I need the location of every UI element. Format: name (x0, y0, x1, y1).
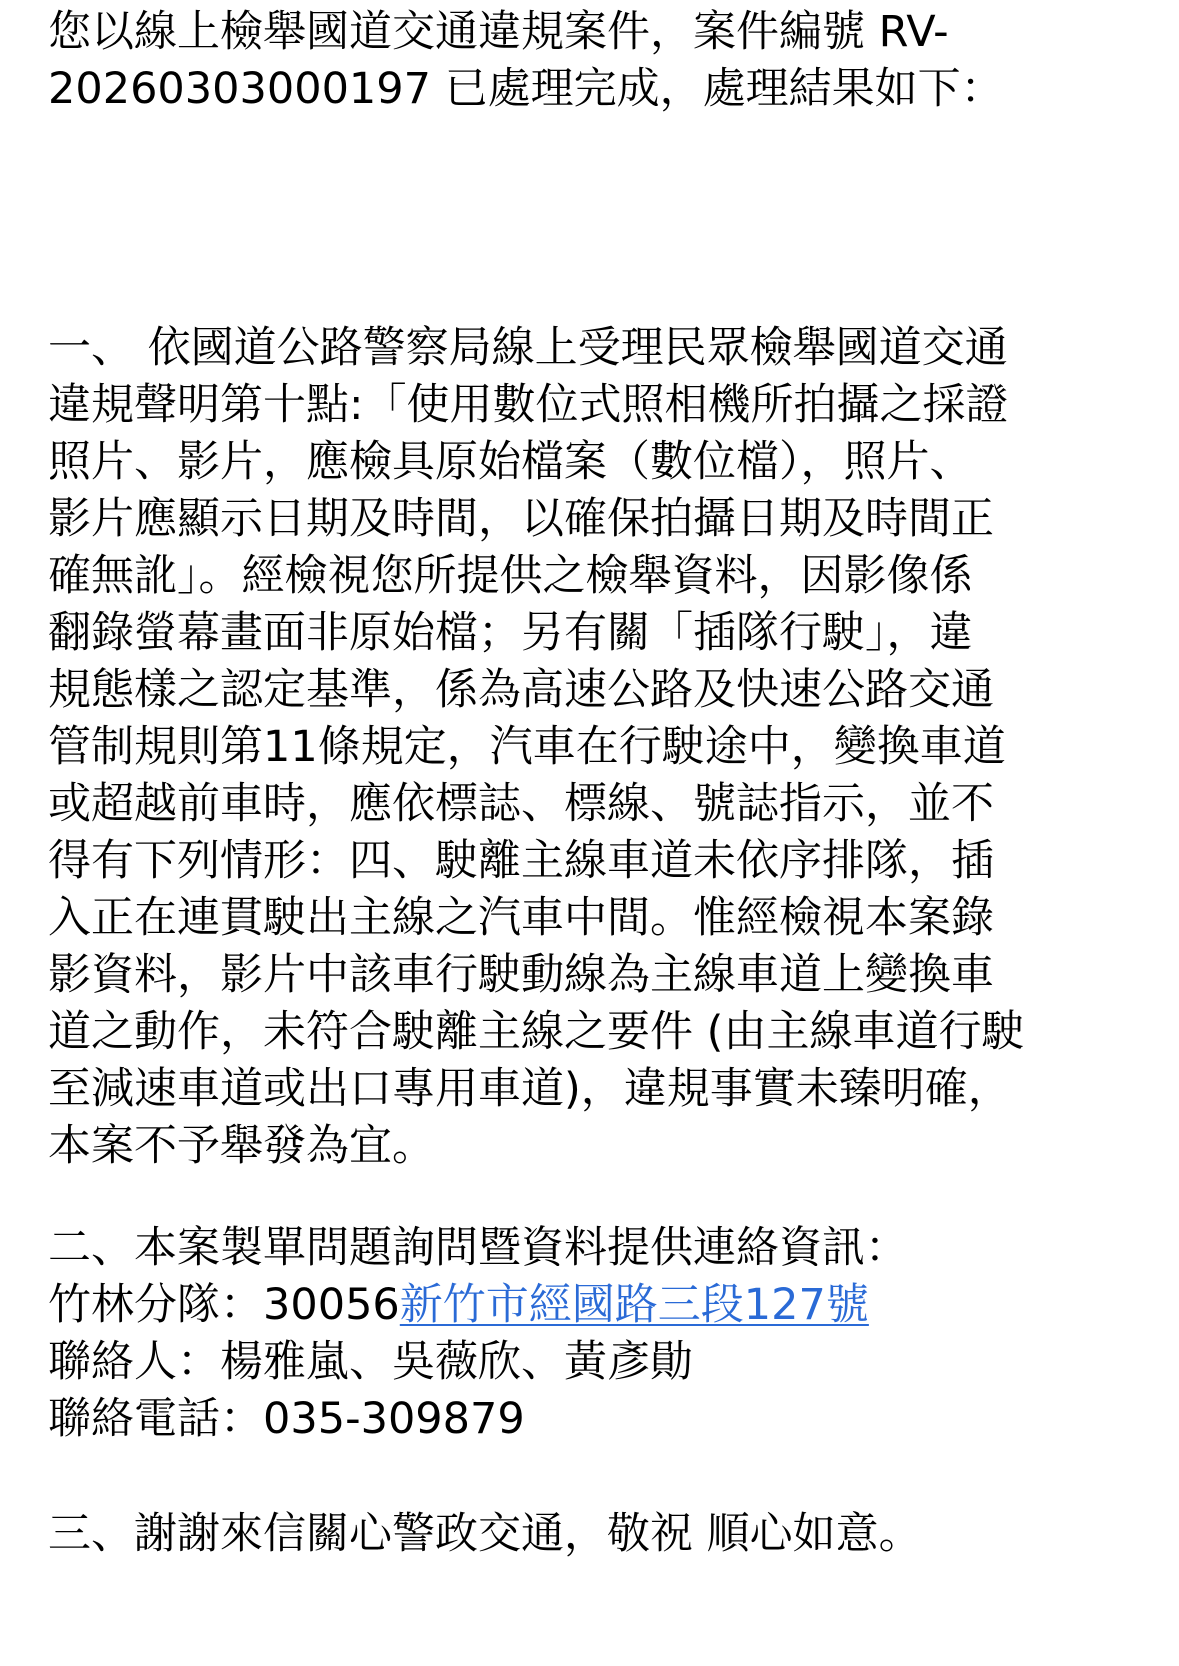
intro-paragraph (48, 4, 1004, 118)
section-1-line: 違規聲明第十點:「使用數位式照相機所拍攝之採證 (48, 380, 1009, 430)
section-1-line: 入正在連貫駛出主線之汽車中間。惟經檢視本案錄 (48, 893, 994, 943)
section-1-line: 至減速車道或出口專用車道)，違規事實未臻明確， (48, 1064, 1011, 1114)
intro-line: 20260303000197 已處理完成，處理結果如下： (48, 64, 1004, 114)
unit-address-line (48, 1277, 908, 1334)
section-1-line: 照片、影片，應檢具原始檔案（數位檔），照片、 (48, 437, 973, 487)
intro-line: 您以線上檢舉國道交通違規案件，案件編號 RV- (48, 7, 949, 57)
section-1-line: 本案不予舉發為宜。 (48, 1121, 435, 1171)
section-2-heading: 二、本案製單問題詢問暨資料提供連絡資訊： (48, 1223, 908, 1273)
section-1-line: 或超越前車時，應依標誌、標線、號誌指示，並不 (48, 779, 994, 829)
section-1-line: 管制規則第11條規定，汽車在行駛途中，變換車道 (48, 722, 1006, 772)
unit-label: 竹林分隊：30056 (48, 1280, 400, 1330)
section-1-line: 影片應顯示日期及時間，以確保拍攝日期及時間正 (48, 494, 994, 544)
section-3-closing (48, 1506, 922, 1563)
section-1-line: 一、 依國道公路警察局線上受理民眾檢舉國道交通 (48, 323, 1008, 373)
contact-persons: 聯絡人：楊雅嵐、吳薇欣、黃彥勛 (48, 1337, 693, 1387)
section-1-line: 道之動作，未符合駛離主線之要件 (由主線車道行駛 (48, 1007, 1025, 1057)
section-1-line: 影資料，影片中該車行駛動線為主線車道上變換車 (48, 950, 994, 1000)
contact-phone: 聯絡電話：035-309879 (48, 1394, 525, 1444)
section-1-paragraph (48, 320, 1024, 1175)
section-1-line: 翻錄螢幕畫面非原始檔；另有關「插隊行駛」，違 (48, 608, 973, 658)
closing-line: 三、謝謝來信關心警政交通，敬祝 順心如意。 (48, 1509, 922, 1559)
section-2-contact-info (48, 1220, 908, 1448)
section-1-line: 規態樣之認定基準，係為高速公路及快速公路交通 (48, 665, 994, 715)
section-1-line: 確無訛」。經檢視您所提供之檢舉資料，因影像係 (48, 551, 973, 601)
section-1-line: 得有下列情形：四、駛離主線車道未依序排隊，插 (48, 836, 994, 886)
address-link[interactable]: 新竹市經國路三段127號 (399, 1280, 869, 1330)
